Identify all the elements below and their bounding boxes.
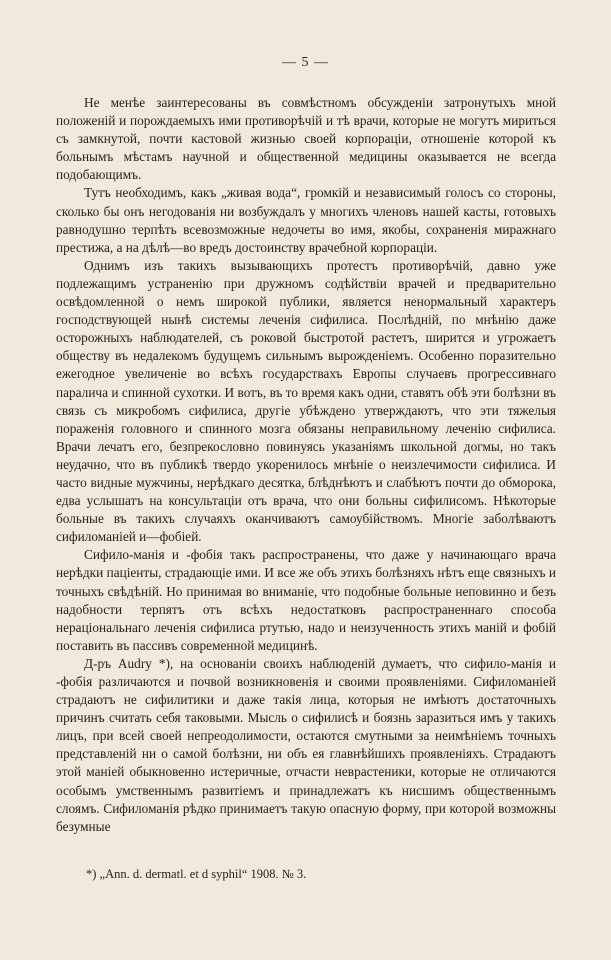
paragraph: Тутъ необходимъ, какъ „живая вода“, громкій и независимый голосъ со стороны, сколько бы онъ негодованія ни возбуждалъ у многихъ членовъ нашей касты, готовыхъ равнодушно терпѣть всевозможные недочеты во имя, якобы, сохраненія миражнаго престижа, а на дѣлѣ—во вредъ достоинству врачебной корпораціи. xyxy=(56,185,556,255)
paragraph: Д-ръ Audry *), на основаніи своихъ наблюденій думаетъ, что сифило-манія и -фобія различаются и почвой возникновенія и своими проявленіями. Сифиломаніей страдаютъ не сифилитики и даже такія лица, которыя не имѣютъ достаточныхъ причинъ считать себя таковыми. Мысль о сифилисѣ и боязнь заразиться имъ у такихъ лицъ, при всей своей непреодолимости, остаются смутными за неимѣніемъ точныхъ представленій ни о самой болѣзни, ни объ ея главнѣйшихъ проявленіяхъ. Страдаютъ этой маніей обыкновенно истеричные, отчасти неврастеники, которые не отличаются особымъ умственнымъ развитіемъ и принадлежатъ къ нисшимъ общественнымъ слоямъ. Сифиломанія рѣдко принимаетъ такую опасную форму, при которой возможны безумные xyxy=(56,655,556,834)
body-text xyxy=(56,94,556,836)
footnote-divider xyxy=(56,856,206,857)
page-number: — 5 — xyxy=(282,55,329,70)
paragraph: Однимъ изъ такихъ вызывающихъ протестъ противорѣчій, давно уже подлежащимъ устраненію при дружномъ содѣйствіи врачей и предварительно освѣдомленной о немъ широкой публики, является ненормальный характеръ господствующей нынѣ системы леченія сифилиса. Послѣдній, по мнѣнію даже осторожныхъ наблюдателей, съ роковой быстротой растетъ, ширится и угрожаетъ обществу въ недалекомъ будущемъ сильнымъ вырожденіемъ. Особенно поразительно ежегодное увеличеніе во всѣхъ государствахъ Европы случаевъ прогрессивнаго паралича и спинной сухотки. И вотъ, въ то время какъ одни, ставятъ обѣ эти болѣзни въ связь съ микробомъ сифилиса, другіе убѣждено утверждаютъ, что эти тяжелыя пораженія головного и спинного мозга обязаны неправильному леченію сифилиса. Врачи лечатъ его, безпрекословно повинуясь указаніямъ школьной догмы, но такъ неудачно, что въ публикѣ твердо укоренилось мнѣніе о неизлечимости сифилиса. И часто видные мужчины, нерѣдкаго десятка, блѣднѣютъ и слабѣютъ почти до обморока, едва услышатъ на консультаціи отъ врача, что они больны сифилисомъ. Нѣкоторые больные въ такихъ случаяхъ оканчиваютъ самоубійствомъ. Многіе заболѣваютъ сифиломаніей и—фобіей. xyxy=(56,257,556,545)
footnote: *) „Ann. d. dermatl. et d syphil“ 1908. № 3. xyxy=(86,867,307,881)
paragraph: Не менѣе заинтересованы въ совмѣстномъ обсужденіи затронутыхъ мной положеній и порождаемыхъ ими противорѣчій и тѣ врачи, которые не могутъ мириться съ замкнутой, почти кастовой жизнью своей корпораціи, отношеніе которой къ больнымъ мѣстамъ научной и общественной медицины оказывается не всегда подобающимъ. xyxy=(56,95,556,183)
paragraph: Сифило-манія и -фобія такъ распространены, что даже у начинающаго врача нерѣдки паціенты, страдающіе ими. И все же объ этихъ болѣзняхъ нѣтъ еще связныхъ и точныхъ свѣдѣній. Но принимая во вниманіе, что подобные больные неповинно и безъ надобности терпятъ отъ всѣхъ недостатковъ распространеннаго способа нераціональнаго леченія сифилиса ртутью, надо и неизученность этихъ маній и фобій поставить въ пассивъ современной медицинѣ. xyxy=(56,547,556,653)
